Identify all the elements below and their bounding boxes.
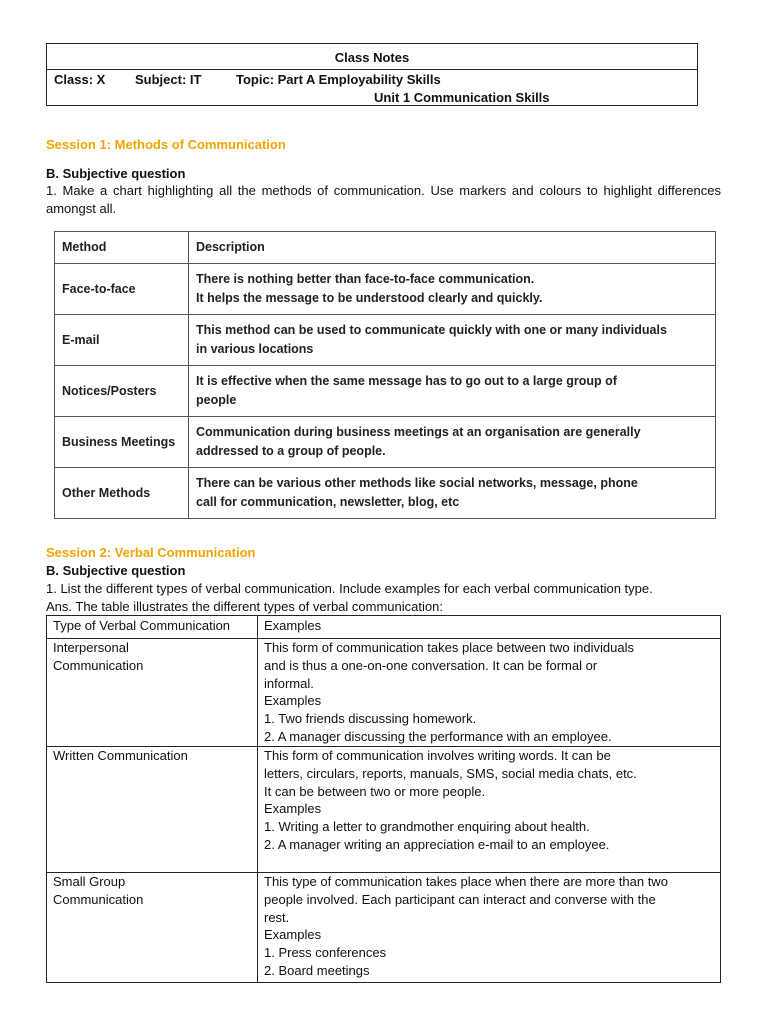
examples-line: 2. Board meetings — [264, 962, 370, 978]
table-row — [55, 264, 716, 315]
class-notes-header — [46, 43, 698, 106]
description-cell — [189, 315, 716, 366]
examples-line: This type of communication takes place when there are more than two — [264, 874, 668, 889]
examples-line: 1. Writing a letter to grandmother enquiring about health. — [264, 819, 590, 835]
topic-label: Topic: Part A Employability Skills — [236, 72, 441, 87]
examples-cell — [258, 873, 721, 983]
method-cell: Business Meetings — [55, 417, 189, 468]
table-row — [55, 315, 716, 366]
examples-line: people involved. Each participant can interact and converse with the — [264, 891, 656, 907]
description-line: It helps the message to be understood clearly and quickly. — [196, 291, 543, 305]
description-line: There can be various other methods like social networks, message, phone — [196, 476, 638, 490]
subject-label: Subject: IT — [135, 72, 202, 87]
session2-answer: Ans. The table illustrates the different types of verbal communication: — [46, 599, 443, 614]
header-cell-description: Description — [189, 232, 716, 264]
examples-line: Examples — [264, 927, 322, 943]
class-label: Class: X — [54, 72, 106, 87]
description-line: Communication during business meetings at an organisation are generally — [196, 425, 641, 439]
examples-line: This form of communication involves writing words. It can be — [264, 748, 611, 763]
examples-line: Examples — [264, 693, 322, 709]
type-line: Communication — [53, 891, 144, 907]
description-line: This method can be used to communicate quickly with one or many individuals — [196, 323, 667, 337]
description-line: It is effective when the same message has to go out to a large group of — [196, 374, 617, 388]
examples-line: This form of communication takes place between two individuals — [264, 640, 634, 655]
examples-line: It can be between two or more people. — [264, 783, 486, 799]
session1-subheading: B. Subjective question — [46, 166, 186, 181]
examples-line: rest. — [264, 909, 290, 925]
table-row — [47, 639, 721, 747]
description-line: call for communication, newsletter, blog, etc — [196, 495, 460, 509]
table-row — [55, 366, 716, 417]
description-line: There is nothing better than face-to-face communication. — [196, 272, 535, 286]
header-title: Class Notes — [47, 44, 697, 70]
examples-line: letters, circulars, reports, manuals, SMS, social media chats, etc. — [264, 765, 637, 781]
table-row — [47, 747, 721, 873]
type-line: Communication — [53, 657, 144, 673]
type-line: Written Communication — [53, 748, 188, 763]
examples-line: 2. A manager writing an appreciation e-mail to an employee. — [264, 836, 610, 852]
session2-subheading: B. Subjective question — [46, 563, 186, 578]
description-line: addressed to a group of people. — [196, 444, 386, 458]
method-cell: Other Methods — [55, 468, 189, 519]
examples-line: 2. A manager discussing the performance with an employee. — [264, 728, 612, 744]
methods-table — [54, 231, 716, 519]
table-row — [55, 417, 716, 468]
session1-heading: Session 1: Methods of Communication — [46, 137, 286, 152]
table-row — [55, 468, 716, 519]
examples-line: Examples — [264, 801, 322, 817]
method-cell: Notices/Posters — [55, 366, 189, 417]
session1-question: 1. Make a chart highlighting all the methods of communication. Use markers and colours to highlight differences amongst all. — [46, 183, 721, 216]
table-header-row — [55, 232, 716, 264]
method-cell: E-mail — [55, 315, 189, 366]
examples-cell — [258, 639, 721, 747]
table-header-row — [47, 616, 721, 639]
type-cell — [47, 873, 258, 983]
type-line: Interpersonal — [53, 640, 129, 655]
examples-line: 1. Two friends discussing homework. — [264, 711, 477, 727]
type-cell — [47, 639, 258, 747]
type-line: Small Group — [53, 874, 126, 889]
method-cell: Face-to-face — [55, 264, 189, 315]
examples-cell — [258, 747, 721, 873]
session2-heading: Session 2: Verbal Communication — [46, 545, 256, 560]
unit-label: Unit 1 Communication Skills — [374, 90, 550, 105]
table-row — [47, 873, 721, 983]
session2-question: 1. List the different types of verbal communication. Include examples for each verbal communication type. — [46, 581, 653, 596]
description-cell — [189, 264, 716, 315]
header-cell-type: Type of Verbal Communication — [47, 616, 258, 639]
verbal-communication-table — [46, 615, 721, 983]
description-cell — [189, 366, 716, 417]
header-cell-method: Method — [55, 232, 189, 264]
description-cell — [189, 468, 716, 519]
examples-line: and is thus a one-on-one conversation. It can be formal or — [264, 657, 598, 673]
header-cell-examples: Examples — [258, 616, 721, 639]
description-cell — [189, 417, 716, 468]
description-line: in various locations — [196, 342, 314, 356]
description-line: people — [196, 393, 237, 407]
type-cell — [47, 747, 258, 873]
examples-line: informal. — [264, 675, 314, 691]
examples-line: 1. Press conferences — [264, 945, 387, 961]
